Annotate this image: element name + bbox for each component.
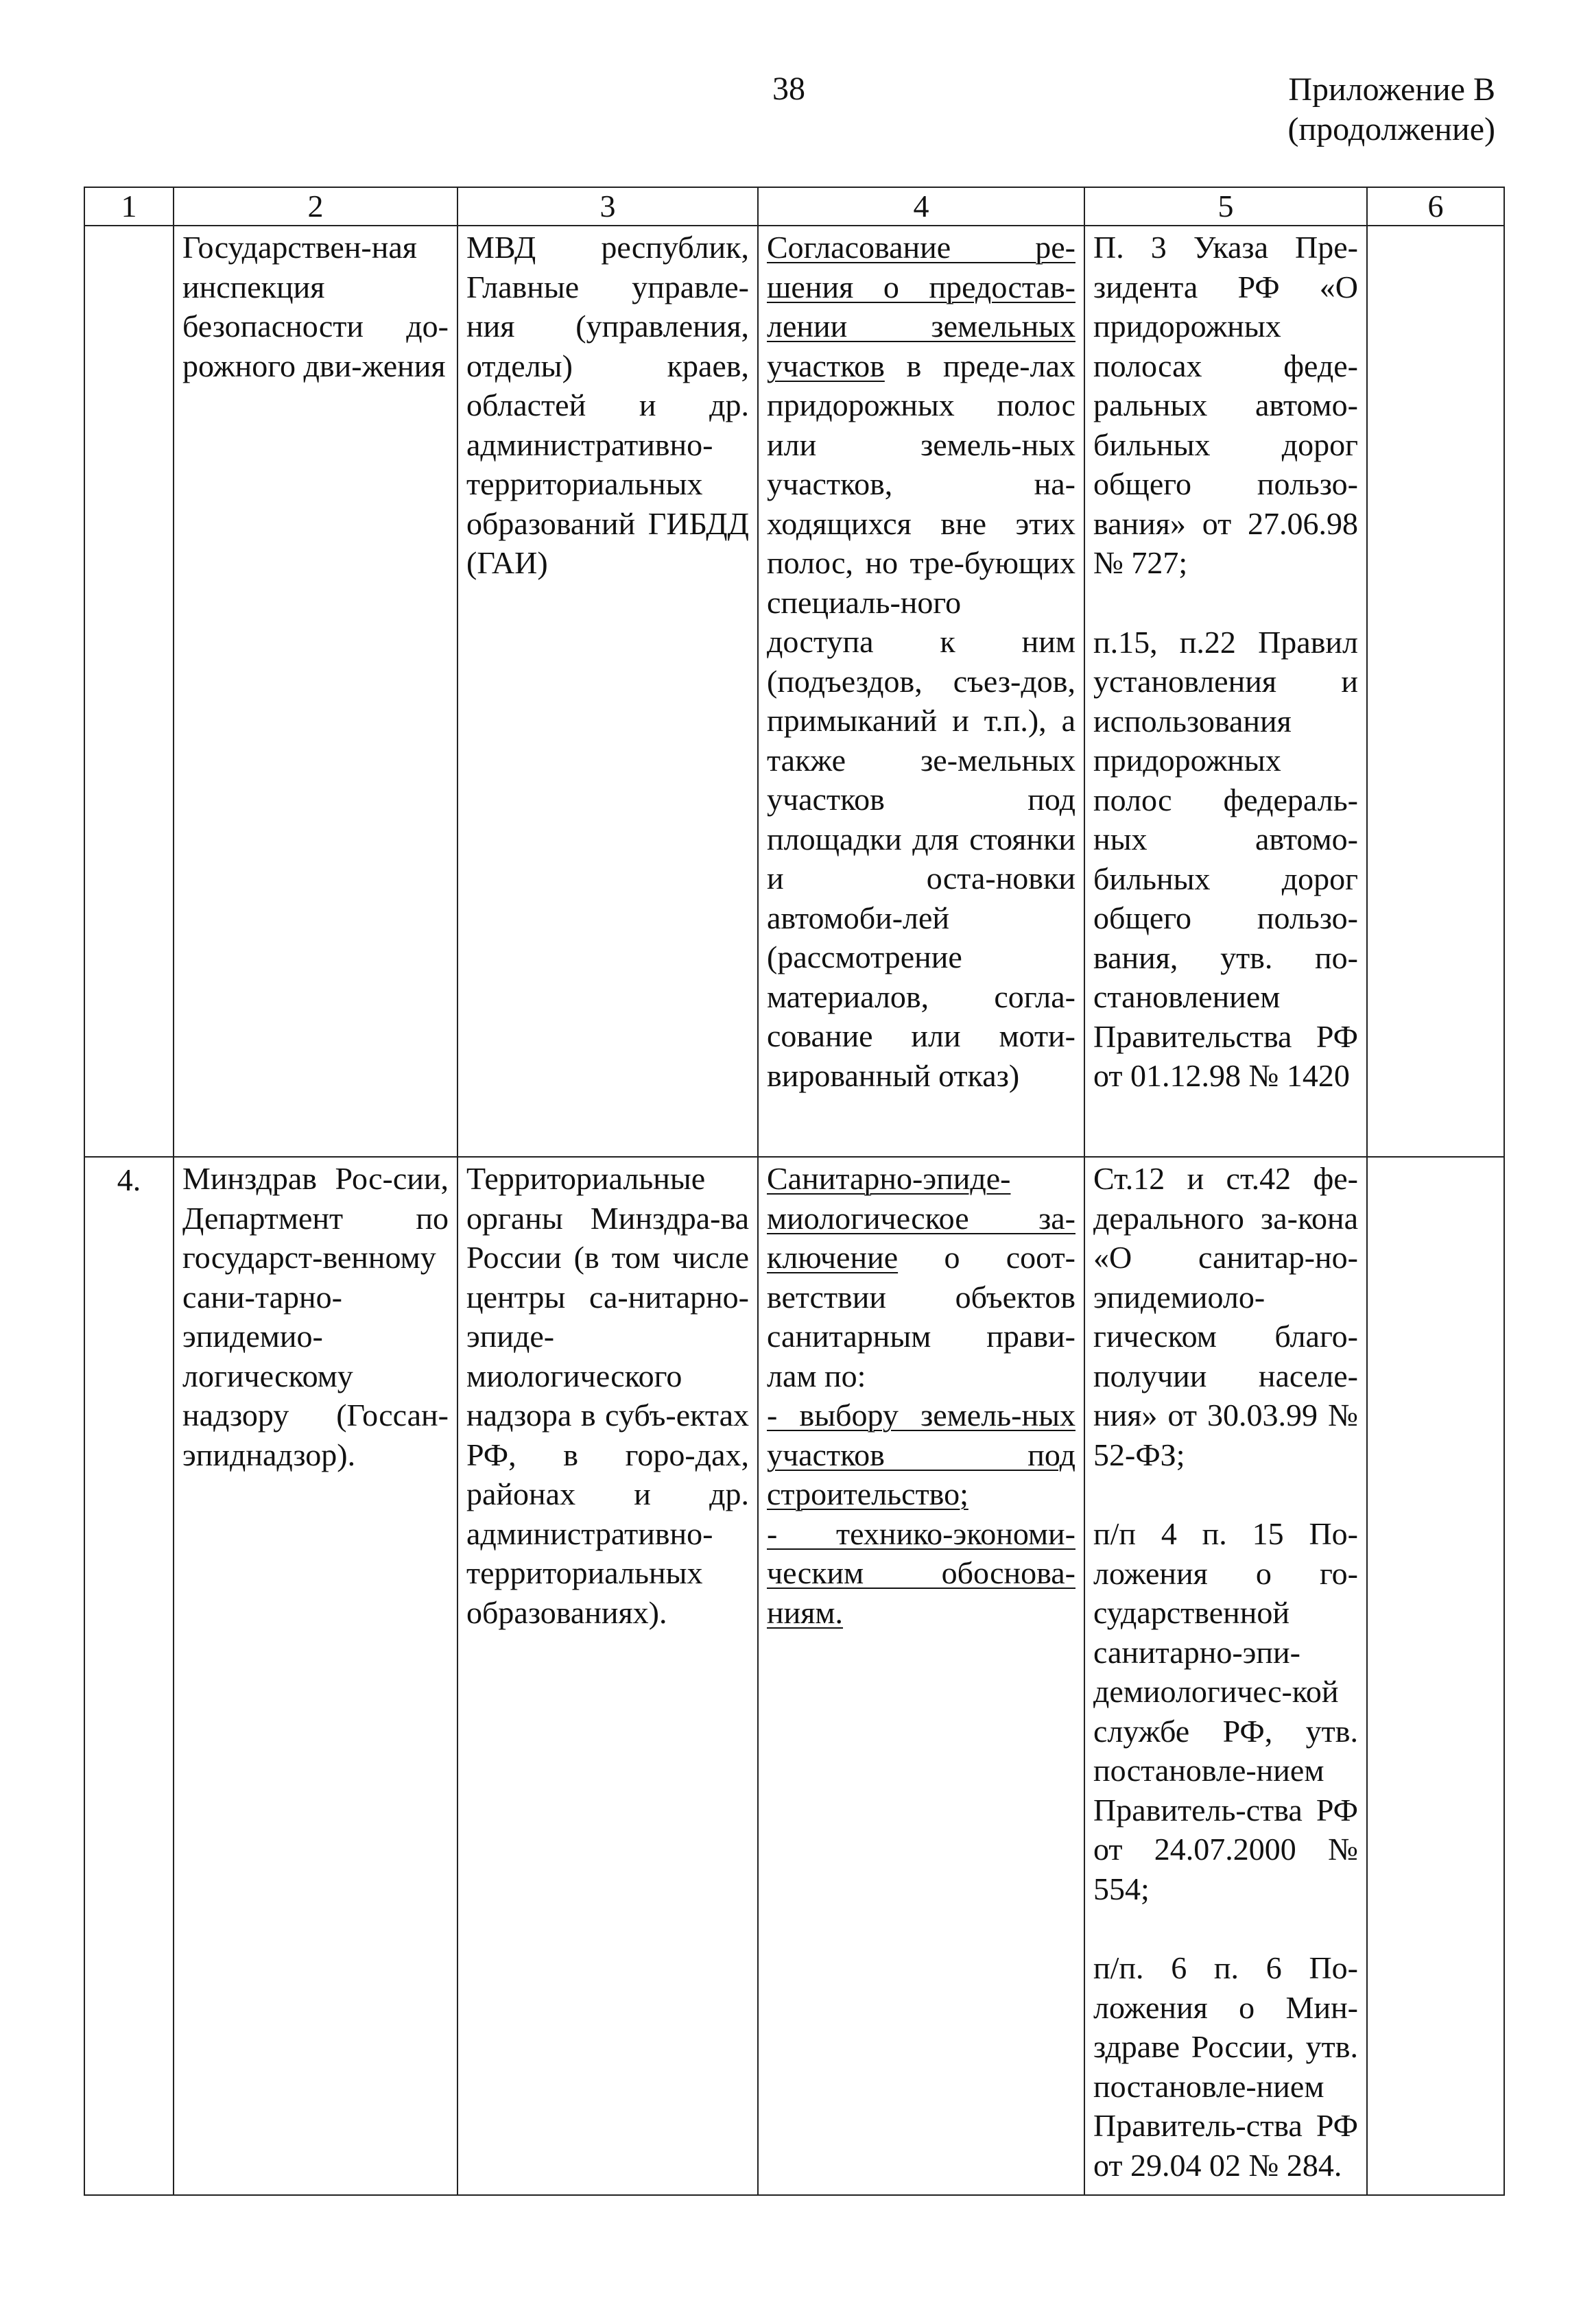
subject-list-item: - выбору земель-ных участков под строительство; (767, 1398, 1075, 1511)
executive-body-cell: МВД республик, Главные управле-ния (управления, отделы) краев, областей и др. административно-территориальных образований ГИБДД (ГАИ) (457, 226, 758, 1157)
column-header: 5 (1084, 187, 1367, 226)
column-header: 6 (1367, 187, 1504, 226)
subject-cell (758, 1157, 1084, 2195)
appendix-table (84, 187, 1505, 2196)
authority-cell: Государствен-ная инспекция безопасности до-рожного дви-жения (174, 226, 457, 1157)
subject-underlined-text: Санитарно-эпиде-миологическое за-ключение (767, 1161, 1075, 1275)
legal-basis-paragraph: п/п 4 п. 15 По-ложения о го-сударственной санитарно-эпи-демиологичес-кой службе РФ, утв. постановле-нием Правитель-ства РФ от 24.07.2000 № 554; (1093, 1516, 1358, 1906)
legal-basis-cell (1084, 1157, 1367, 2195)
appendix-continuation: (продолжение) (1287, 111, 1495, 147)
column-header: 4 (758, 187, 1084, 226)
notes-cell (1367, 226, 1504, 1157)
legal-basis-paragraph: п.15, п.22 Правил установления и использования придорожных полос федераль-ных автомо-бильных дорог общего пользо-вания, утв. по-становлением Правительства РФ от 01.12.98 № 1420 (1093, 624, 1358, 1093)
notes-cell (1367, 1157, 1504, 2195)
appendix-title: Приложение В (1288, 71, 1495, 108)
authority-cell: Минздрав Рос-сии, Департмент по государст-венному сани-тарно-эпидемио-логическому надзору (Госсан-эпиднадзор). (174, 1157, 457, 2195)
row-number-cell: 4. (84, 1157, 174, 2195)
legal-basis-paragraph: П. 3 Указа Пре-зидента РФ «О придорожных полосах феде-ральных автомо-бильных дорог общего пользо-вания» от 27.06.98 № 727; (1093, 230, 1358, 580)
subject-list-item: - технико-экономи-ческим обоснова-ниям. (767, 1516, 1075, 1630)
executive-body-cell: Территориальные органы Минздра-ва России (в том числе центры са-нитарно-эпиде-миологического надзора в субъ-ектах РФ, в горо-дах, районах и др. административно-территориальных образованиях). (457, 1157, 758, 2195)
legal-basis-cell (1084, 226, 1367, 1157)
table-row (84, 1157, 1504, 2195)
subject-underlined-text: Согласование ре-шения о предостав-лении земельных участков (767, 230, 1075, 383)
subject-cell (758, 226, 1084, 1157)
subject-intro (767, 1159, 1075, 1395)
column-header: 1 (84, 187, 174, 226)
page-number: 38 (772, 71, 805, 107)
row-number-cell (84, 226, 174, 1157)
column-header: 2 (174, 187, 457, 226)
table-header-row (84, 187, 1504, 226)
legal-basis-paragraph: п/п. 6 п. 6 По-ложения о Мин-здраве России, утв. постановле-нием Правитель-ства РФ от 29.04 02 № 284. (1093, 1950, 1358, 2183)
appendix-caption (1207, 70, 1495, 149)
subject-text: в преде-лах придорожных полос или земель-ных участков, на-ходящихся вне этих полос, но тре-бующих специаль-ного доступа к ним (подъездов, съез-дов, примыканий и т.п.), а также зе-мельных участков под площадки для стоянки и оста-новки автомоби-лей (рассмотрение материалов, согла-сование или моти-вированный отказ) (767, 348, 1075, 1093)
legal-basis-paragraph: Ст.12 и ст.42 фе-дерального за-кона «О санитар-но-эпидемиоло-гическом благо-получии населе-ния» от 30.03.99 № 52-ФЗ; (1093, 1161, 1358, 1472)
table-row (84, 226, 1504, 1157)
column-header: 3 (457, 187, 758, 226)
subject-text: о соот-ветствии объектов санитарным прави-лам по: (767, 1240, 1075, 1393)
